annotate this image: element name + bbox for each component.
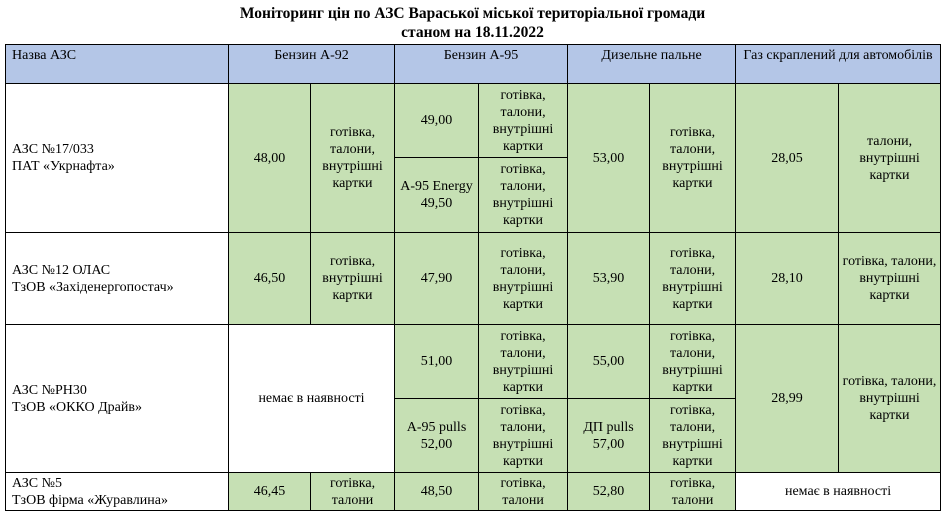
document-title <box>0 4 945 42</box>
diesel-price: 52,80 <box>568 473 650 511</box>
gas-unavailable: немає в наявності <box>736 473 941 511</box>
a92-unavailable: немає в наявності <box>229 325 395 473</box>
diesel-payment: готівка, талони, внутрішні картки <box>650 84 736 233</box>
station-row <box>6 473 941 511</box>
header-gas: Газ скраплений для автомобілів <box>736 45 941 84</box>
station-name: АЗС №5 ТзОВ фірма «Журавлина» <box>6 473 229 511</box>
station-name: АЗС №12 ОЛАС ТзОВ «Західенергопостач» <box>6 233 229 325</box>
a92-payment: готівка, внутрішні картки <box>311 233 395 325</box>
gas-price: 28,99 <box>736 325 839 473</box>
header-station: Назва АЗС <box>6 45 229 84</box>
station-name: АЗС №17/033 ПАТ «Укрнафта» <box>6 84 229 233</box>
a95-payment: готівка, талони, внутрішні картки <box>479 84 568 158</box>
title-line-1: Моніторинг цін по АЗС Вараської міської територіальної громади <box>239 5 706 22</box>
diesel-pulls-price: ДП pulls 57,00 <box>568 399 650 473</box>
header-row <box>6 45 941 84</box>
a95-payment: готівка, талони, внутрішні картки <box>479 233 568 325</box>
a95-price: 47,90 <box>395 233 479 325</box>
gas-price: 28,05 <box>736 84 839 233</box>
a95-price: 48,50 <box>395 473 479 511</box>
a95-pulls-payment: готівка, талони, внутрішні картки <box>479 399 568 473</box>
diesel-payment: готівка, талони <box>650 473 736 511</box>
a95-payment: готівка, талони, внутрішні картки <box>479 325 568 399</box>
gas-payment: талони, внутрішні картки <box>839 84 941 233</box>
station-row <box>6 325 941 399</box>
gas-payment: готівка, талони, внутрішні картки <box>839 233 941 325</box>
header-diesel: Дизельне пальне <box>568 45 736 84</box>
a95-price: 51,00 <box>395 325 479 399</box>
title-line-2: станом на 18.11.2022 <box>401 24 544 41</box>
a92-price: 48,00 <box>229 84 311 233</box>
header-a95: Бензин А-95 <box>395 45 568 84</box>
a95-price: 49,00 <box>395 84 479 158</box>
a92-price: 46,50 <box>229 233 311 325</box>
diesel-payment: готівка, талони, внутрішні картки <box>650 325 736 399</box>
gas-payment: готівка, талони, внутрішні картки <box>839 325 941 473</box>
station-name: АЗС №РН30 ТзОВ «ОККО Драйв» <box>6 325 229 473</box>
a92-payment: готівка, талони, внутрішні картки <box>311 84 395 233</box>
header-a92: Бензин А-92 <box>229 45 395 84</box>
diesel-payment: готівка, талони, внутрішні картки <box>650 233 736 325</box>
station-row <box>6 233 941 325</box>
a95-payment: готівка, талони <box>479 473 568 511</box>
gas-price: 28,10 <box>736 233 839 325</box>
station-row <box>6 84 941 158</box>
diesel-price: 53,00 <box>568 84 650 233</box>
a95-energy-payment: готівка, талони, внутрішні картки <box>479 158 568 233</box>
diesel-pulls-payment: готівка, талони, внутрішні картки <box>650 399 736 473</box>
a92-price: 46,45 <box>229 473 311 511</box>
diesel-price: 55,00 <box>568 325 650 399</box>
a92-payment: готівка, талони <box>311 473 395 511</box>
diesel-price: 53,90 <box>568 233 650 325</box>
price-table <box>5 44 941 511</box>
a95-pulls-price: А-95 pulls 52,00 <box>395 399 479 473</box>
a95-energy-price: А-95 Energy 49,50 <box>395 158 479 233</box>
